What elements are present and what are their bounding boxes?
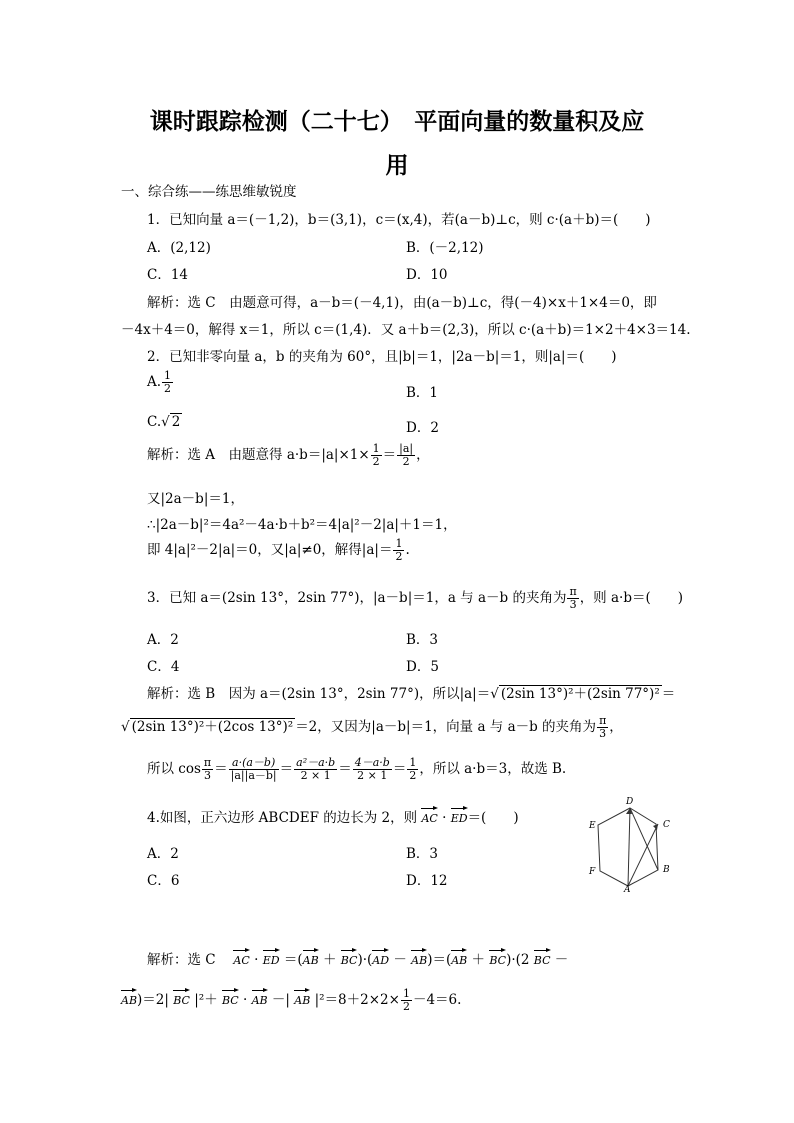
fraction-numerator: |a| — [399, 442, 414, 455]
q4-sol1-part: ＝( — [283, 952, 303, 968]
fraction-numerator: a²－a·b — [296, 756, 336, 769]
fraction-denominator: 3 — [569, 598, 577, 611]
q3-sol2-radicand: (2sin 13°)²＋(2cos 13°)² — [131, 719, 294, 735]
q2-option-a-prefix: A. — [147, 374, 162, 390]
equals-sign: ＝ — [279, 761, 294, 777]
fraction-denominator: 2 — [402, 1000, 410, 1013]
q3-sol1-text: 解析：选 B 因为 a＝(2sin 13°，2sin 77°)，所以|a|＝ — [147, 686, 491, 702]
q3-stem-end: ，则 a·b＝( ) — [579, 590, 683, 606]
q2-option-a — [147, 370, 174, 395]
q3-sol1-end: ＝ — [661, 686, 676, 702]
fraction-denominator: 3 — [204, 769, 212, 782]
segment-ad — [628, 808, 630, 886]
segment-bd — [630, 808, 658, 870]
equals-sign: ＝ — [382, 447, 397, 463]
vector-ed: ED — [451, 806, 468, 825]
q4-stem — [147, 806, 519, 826]
q2-stem: 2．已知非零向量 a，b 的夹角为 60°，且|b|＝1，|2a－b|＝1，则|a|＝( ) — [147, 349, 617, 365]
fraction-numerator: π — [203, 756, 212, 769]
q2-sol1-fraction-2 — [397, 443, 415, 468]
q2-solution-line-3: ∴|2a－b|²＝4a²－4a·b＋b²＝4|a|²－2|a|＋1＝1， — [147, 517, 457, 533]
dot-operator: · — [442, 810, 447, 826]
fraction-numerator: 1 — [164, 369, 172, 382]
q3-option-b: B．3 — [406, 632, 439, 648]
vector-ac: AC — [421, 806, 437, 825]
q4-stem-text: 4.如图，正六边形 ABCDEF 的边长为 2，则 — [147, 810, 418, 826]
q3-sol3-fraction-2 — [294, 757, 337, 782]
q4-stem-end: ＝( ) — [467, 810, 519, 826]
q3-solution-line-3 — [147, 757, 566, 782]
q2-option-d: D．2 — [406, 420, 439, 436]
vector-ab: AB — [303, 948, 319, 967]
q1-option-a: A．(2,12) — [147, 240, 211, 256]
q3-stem — [147, 586, 683, 611]
q2-option-a-fraction — [162, 370, 173, 395]
q3-solution-line-1 — [147, 682, 675, 702]
dot-operator: · — [254, 952, 259, 968]
vertex-label-e: E — [589, 821, 596, 831]
q3-pi-fraction — [567, 586, 578, 611]
vertex-label-a: A — [624, 885, 631, 892]
vector-ed: ED — [263, 948, 280, 967]
vector-ab: AB — [252, 988, 268, 1007]
q4-sol2-fraction — [401, 988, 412, 1013]
page-title — [120, 100, 674, 188]
q3-sol1-radicand: (2sin 13°)²＋(2sin 77°)² — [500, 686, 660, 702]
hexagon-figure — [584, 792, 680, 896]
vector-ab: AB — [294, 988, 310, 1007]
vector-ad: AD — [372, 948, 389, 967]
fraction-denominator: 2 — [409, 769, 417, 782]
fraction-numerator: π — [569, 585, 577, 598]
fraction-denominator: 2 — [402, 455, 410, 468]
q4-sol1-text: 解析：选 C — [147, 952, 216, 968]
equals-sign: ＝ — [214, 761, 228, 777]
q1-stem: 1．已知向量 a＝(－1,2)，b＝(3,1)，c＝(x,4)，若(a－b)⊥c，则 c·(a＋b)＝( ) — [147, 212, 651, 228]
q2-sol1-text: 解析：选 A 由题意得 a·b＝|a|×1× — [147, 447, 370, 463]
sqrt-icon: √ — [490, 686, 499, 702]
q2-solution-line-4 — [147, 538, 410, 563]
q3-stem-text: 3．已知 a＝(2sin 13°，2sin 77°)，|a－b|＝1，a 与 a－b 的夹角为 — [147, 590, 567, 606]
sqrt-icon: √ — [121, 719, 130, 735]
q3-solution-line-2 — [121, 715, 623, 740]
fraction-numerator: 1 — [372, 442, 380, 455]
vector-bc: BC — [341, 948, 358, 967]
fraction-denominator: 2 × 1 — [300, 769, 331, 782]
q1-solution-line-2: －4x＋4＝0，解得 x＝1，所以 c＝(1,4)．又 a＋b＝(2,3)，所以 c·(a＋b)＝1×2＋4×3＝14. — [121, 322, 691, 338]
q4-option-d: D．12 — [406, 873, 448, 889]
fraction-numerator: 1 — [402, 987, 410, 1000]
q4-solution-line-1: 解析：选 C AC · ED ＝(AB ＋ BC)·(AD － AB)＝(AB ＋ BC)·(2 BC － — [147, 948, 568, 968]
q2-option-c — [147, 414, 182, 430]
fraction-numerator: 1 — [395, 537, 403, 550]
vector-ab: AB — [411, 948, 427, 967]
equals-sign: ＝ — [338, 761, 352, 777]
q4-solution-line-2: AB)＝2| BC |²＋ BC · AB －| AB |²＝8＋2×2× $\frac{1}{2}$ －4＝6. — [121, 987, 462, 1013]
fraction-numerator: 4－a·b — [354, 756, 390, 769]
fraction-denominator: 2 — [372, 455, 380, 468]
q3-option-c: C．4 — [147, 659, 180, 675]
fraction-numerator: 1 — [409, 756, 417, 769]
vertex-label-d: D — [626, 797, 634, 807]
equals-sign: ＝ — [392, 761, 407, 777]
section-heading: 一、综合练——练思维敏锐度 — [121, 184, 297, 200]
q4-option-c: C．6 — [147, 873, 180, 889]
title-line-2: 用 — [385, 153, 409, 179]
q2-sol1-fraction-1 — [371, 443, 382, 468]
q3-sol3-fraction-4 — [407, 757, 418, 782]
q3-option-a: A．2 — [147, 632, 179, 648]
q2-sol4-end: . — [405, 542, 410, 558]
q3-sol3-fraction-1 — [229, 757, 279, 782]
q2-sol4-text: 即 4|a|²－2|a|＝0，又|a|≠0，解得|a|＝ — [147, 542, 393, 558]
q3-sol2-end: ， — [609, 719, 623, 735]
fraction-denominator: 2 × 1 — [357, 769, 388, 782]
fraction-denominator: 3 — [599, 727, 607, 740]
q2-option-c-radicand: 2 — [171, 414, 181, 430]
q2-option-b: B．1 — [406, 385, 439, 401]
q3-sol3-fraction-3 — [353, 757, 392, 782]
q4-option-a: A．2 — [147, 846, 179, 862]
q4-sol2-text: ＝8＋2×2× — [324, 992, 400, 1008]
fraction-denominator: 2 — [164, 382, 172, 395]
q3-sol2-pi-fraction — [597, 715, 608, 740]
q1-option-c: C．14 — [147, 267, 189, 283]
title-line-1: 课时跟踪检测（二十七） 平面向量的数量积及应 — [149, 109, 645, 135]
fraction-denominator: |a||a－b| — [230, 769, 277, 782]
vertex-label-c: C — [663, 820, 670, 830]
hexagon-diagram — [584, 792, 680, 892]
vector-bc: BC — [489, 948, 506, 967]
vector-ab: AB — [451, 948, 467, 967]
q3-sol2-text: ＝2，又因为|a－b|＝1，向量 a 与 a－b 的夹角为 — [295, 719, 597, 735]
vector-ac: AC — [233, 948, 249, 967]
q1-solution-line-1: 解析：选 C 由题意可得，a－b＝(－4,1)，由(a－b)⊥c，得(－4)×x＋1×4＝0，即 — [147, 295, 657, 311]
q4-option-b: B．3 — [406, 846, 439, 862]
q4-sol2-tail: －4＝6. — [412, 992, 462, 1008]
fraction-numerator: π — [599, 714, 607, 727]
fraction-numerator: a·(a－b) — [229, 757, 279, 770]
vertex-label-b: B — [663, 865, 670, 875]
vector-bc: BC — [534, 948, 551, 967]
q3-sol3-end: ，所以 a·b＝3，故选 B. — [419, 761, 567, 777]
q2-sol1-end: ， — [416, 447, 430, 463]
q3-sol3-text: 所以 cos — [147, 761, 201, 777]
q3-sol3-pi-fraction — [202, 757, 213, 782]
vector-bc: BC — [173, 988, 190, 1007]
q1-option-b: B．(－2,12) — [406, 240, 484, 256]
q1-option-d: D．10 — [406, 267, 448, 283]
segment-ac — [628, 824, 658, 886]
q2-sol4-fraction — [393, 538, 404, 563]
q3-option-d: D．5 — [406, 659, 439, 675]
fraction-denominator: 2 — [395, 550, 403, 563]
vector-ab: AB — [121, 988, 137, 1007]
vector-bc: BC — [222, 988, 239, 1007]
q2-option-c-prefix: C. — [147, 414, 162, 430]
q2-solution-line-2: 又|2a－b|＝1， — [147, 491, 244, 507]
sqrt-icon: √ — [161, 414, 170, 430]
q2-solution-line-1 — [147, 443, 430, 468]
vertex-label-f: F — [589, 867, 596, 877]
